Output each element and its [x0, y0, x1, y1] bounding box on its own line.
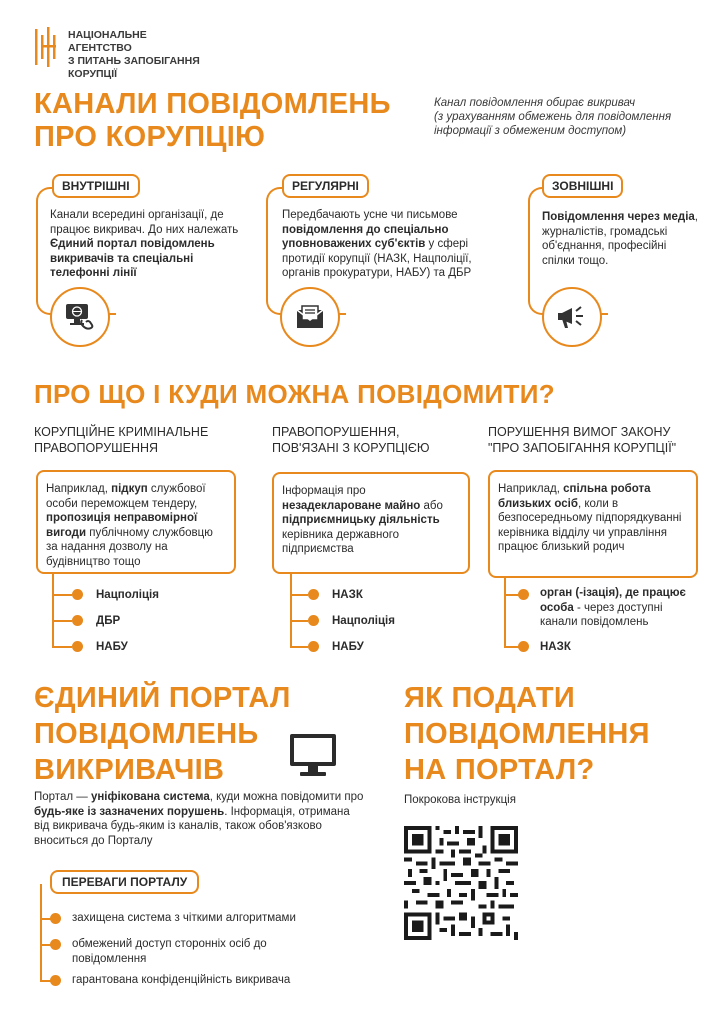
column-corruption-related-head: ПРАВОПОРУШЕННЯ, ПОВ'ЯЗАНІ З КОРУПЦІЄЮ [272, 425, 430, 455]
bullet-dot [72, 589, 83, 600]
how-to-submit-title: ЯК ПОДАТИ ПОВІДОМЛЕННЯ НА ПОРТАЛ? [404, 682, 650, 786]
authority-item: НАБУ [332, 641, 364, 653]
authority-item: НАЗК [540, 641, 571, 653]
channel-internal-icon-circle [50, 287, 110, 347]
advantages-connector [40, 884, 42, 982]
channels-title: КАНАЛИ ПОВІДОМЛЕНЬ ПРО КОРУПЦІЮ [34, 88, 391, 153]
column-criminal-head: КОРУПЦІЙНЕ КРИМІНАЛЬНЕ ПРАВОПОРУШЕННЯ [34, 425, 209, 455]
channel-external-text: Повідомлення через медіа, журналістів, громадські об'єднання, професійні спілки тощо. [542, 211, 698, 267]
bullet-dot [308, 589, 319, 600]
bullet-dot [50, 975, 61, 986]
column-law-violation-head: ПОРУШЕННЯ ВИМОГ ЗАКОНУ "ПРО ЗАПОБІГАННЯ КОРУПЦІЇ" [488, 425, 677, 455]
megaphone-icon [556, 303, 588, 331]
bullet-dot [72, 615, 83, 626]
authority-item: НАЗК [332, 589, 363, 601]
authority-item: орган (-ізація), де працює особа - через доступні канали повідомлень [540, 587, 686, 628]
monitor-icon [288, 732, 338, 778]
envelope-icon [295, 304, 325, 330]
nazk-logo-icon [34, 25, 60, 69]
channel-internal-tag: ВНУТРІШНІ [52, 174, 140, 198]
column-corruption-related-connector [290, 574, 292, 648]
bullet-dot [72, 641, 83, 652]
column-criminal-card: Наприклад, підкуп службової особи переможцем тендеру, пропозиція неправомірної вигоди публічному службовцю за надання дозволу на будівництво тощо [36, 470, 236, 574]
bullet-dot [308, 615, 319, 626]
bullet-dot [308, 641, 319, 652]
column-law-violation-connector [504, 578, 506, 648]
authority-item: Нацполіція [96, 589, 159, 601]
connector-branch [290, 594, 308, 596]
connector-branch [52, 646, 72, 648]
org-name: НАЦІОНАЛЬНЕ АГЕНТСТВО З ПИТАНЬ ЗАПОБІГАННЯ КОРУПЦІЇ [68, 29, 200, 80]
advantage-item: гарантована конфіденційність викривача [72, 974, 291, 986]
channel-regular-icon-circle [280, 287, 340, 347]
connector-branch [52, 620, 72, 622]
channel-external-icon-circle [542, 287, 602, 347]
bullet-dot [50, 913, 61, 924]
qr-code-icon[interactable] [404, 826, 518, 940]
portal-description: Портал — уніфікована система, куди можна повідомити про будь-яке із зазначених порушень. Інформація, отримана від викривача будь-яким із каналів, також обов'язково вноситься до Порталу [34, 791, 364, 847]
channels-note: Канал повідомлення обирає викривач (з урахуванням обмежень для повідомлення інформації з обмеженим доступом) [434, 97, 672, 137]
advantages-tag: ПЕРЕВАГИ ПОРТАЛУ [50, 870, 199, 894]
advantage-item: захищена система з чіткими алгоритмами [72, 912, 296, 924]
column-criminal-connector [52, 574, 54, 648]
channel-regular-text: Передбачають усне чи письмове повідомлення до спеціально уповноважених суб'єктів у сфері протидії корупції (НАЗК, Нацполіції, органів прокуратури, НАБУ) та ДБР [282, 209, 472, 279]
column-corruption-related-card: Інформація про незадеклароване майно або підприємницьку діяльність керівника державного підприємства [272, 472, 470, 574]
channel-internal-text: Канали всередині організації, де працює викривач. До них належать Єдиний портал повідомлень викривачів та спеціальні телефонні лінії [50, 209, 239, 279]
column-law-violation-card: Наприклад, спільна робота близьких осіб, коли в безпосередньому підпорядкуванні керівника відділу чи управління працює близький родич [488, 470, 698, 578]
channel-regular-tag: РЕГУЛЯРНІ [282, 174, 369, 198]
bullet-dot [518, 641, 529, 652]
connector-branch [290, 620, 308, 622]
bullet-dot [50, 939, 61, 950]
channel-external-tag: ЗОВНІШНІ [542, 174, 623, 198]
step-by-step-label: Покрокова інструкція [404, 794, 516, 806]
advantage-item: обмежений доступ сторонніх осіб до повідомлення [72, 938, 267, 965]
bullet-dot [518, 589, 529, 600]
connector-branch [290, 646, 308, 648]
authority-item: ДБР [96, 615, 121, 627]
authority-item: Нацполіція [332, 615, 395, 627]
portal-title: ЄДИНИЙ ПОРТАЛ ПОВІДОМЛЕНЬ ВИКРИВАЧІВ [34, 682, 291, 786]
where-to-report-title: ПРО ЩО І КУДИ МОЖНА ПОВІДОМИТИ? [34, 379, 555, 409]
connector-branch [52, 594, 72, 596]
authority-item: НАБУ [96, 641, 128, 653]
computer-phone-icon [64, 302, 96, 332]
